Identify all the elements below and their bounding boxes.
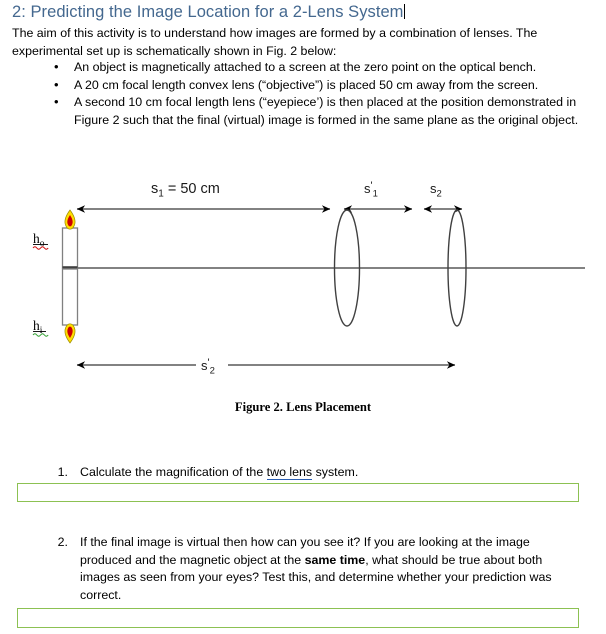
question-1-text-after: system. bbox=[312, 465, 359, 479]
label-hi-subscript: i bbox=[39, 326, 43, 336]
question-1 bbox=[44, 464, 589, 482]
page-title-text: 2: Predicting the Image Location for a 2-Lens System bbox=[12, 3, 404, 21]
label-s1-prime: $s'_1$ bbox=[364, 180, 378, 200]
bullet-icon: • bbox=[54, 59, 59, 74]
list-item bbox=[12, 77, 595, 95]
svg-text:hi bbox=[33, 318, 43, 336]
list-item-text: A second 10 cm focal length lens (“eyepiece’) is then placed at the position demonstrated in Figure 2 such that the final (virtual) image is formed in the same plane as the original object. bbox=[74, 95, 579, 127]
figure-2-lens-placement bbox=[0, 168, 606, 418]
activity-bullet-list bbox=[12, 59, 595, 129]
page-title bbox=[12, 3, 405, 22]
question-2-bold-phrase: same time bbox=[304, 552, 366, 567]
question-1-text bbox=[80, 464, 589, 482]
question-1-text-before: Calculate the magnification of the bbox=[80, 465, 267, 479]
list-item-text: A 20 cm focal length convex lens (“objective”) is placed 50 cm away from the screen. bbox=[74, 77, 539, 92]
label-object-height bbox=[33, 231, 48, 249]
question-2-text-before: If the final image is virtual then how can you see it? If you are looking at the image produced and the magnetic object at the bbox=[80, 535, 530, 567]
bullet-icon: • bbox=[54, 94, 59, 110]
svg-text:ho bbox=[33, 231, 45, 249]
label-image-height bbox=[33, 318, 48, 336]
label-ho-subscript: o bbox=[39, 239, 45, 249]
question-1-flagged-phrase: two lens bbox=[266, 465, 313, 479]
answer-box-1[interactable] bbox=[17, 483, 579, 502]
answer-box-2[interactable] bbox=[17, 608, 579, 628]
question-1-number: 1. bbox=[57, 465, 68, 479]
bullet-icon: • bbox=[54, 76, 59, 92]
question-2 bbox=[44, 534, 574, 604]
question-2-text-after: , what should be true about both images as seen from your eyes? Test this, and determine whether your prediction was correct. bbox=[80, 552, 552, 602]
label-s2-prime: $s'_2$ bbox=[201, 357, 215, 377]
list-item-text: An object is magnetically attached to a screen at the zero point on the optical bench. bbox=[74, 60, 537, 74]
text-cursor bbox=[404, 4, 405, 19]
label-hi-letter: h bbox=[33, 318, 40, 333]
list-item bbox=[12, 59, 595, 77]
question-2-number: 2. bbox=[57, 535, 68, 549]
list-item bbox=[12, 94, 595, 129]
label-ho-letter: h bbox=[33, 231, 40, 246]
label-s1: $s_1 = 50$ cm bbox=[151, 181, 220, 200]
image-candle-inverted bbox=[63, 269, 78, 343]
label-s2: $s_2$ bbox=[430, 181, 442, 200]
intro-paragraph: The aim of this activity is to understand how images are formed by a combination of lenses. The experimental set up is schematically shown in Fig. 2 below: bbox=[12, 26, 538, 58]
object-candle-upright bbox=[63, 210, 78, 268]
question-2-text bbox=[80, 534, 574, 604]
figure-caption: Figure 2. Lens Placement bbox=[234, 400, 372, 414]
